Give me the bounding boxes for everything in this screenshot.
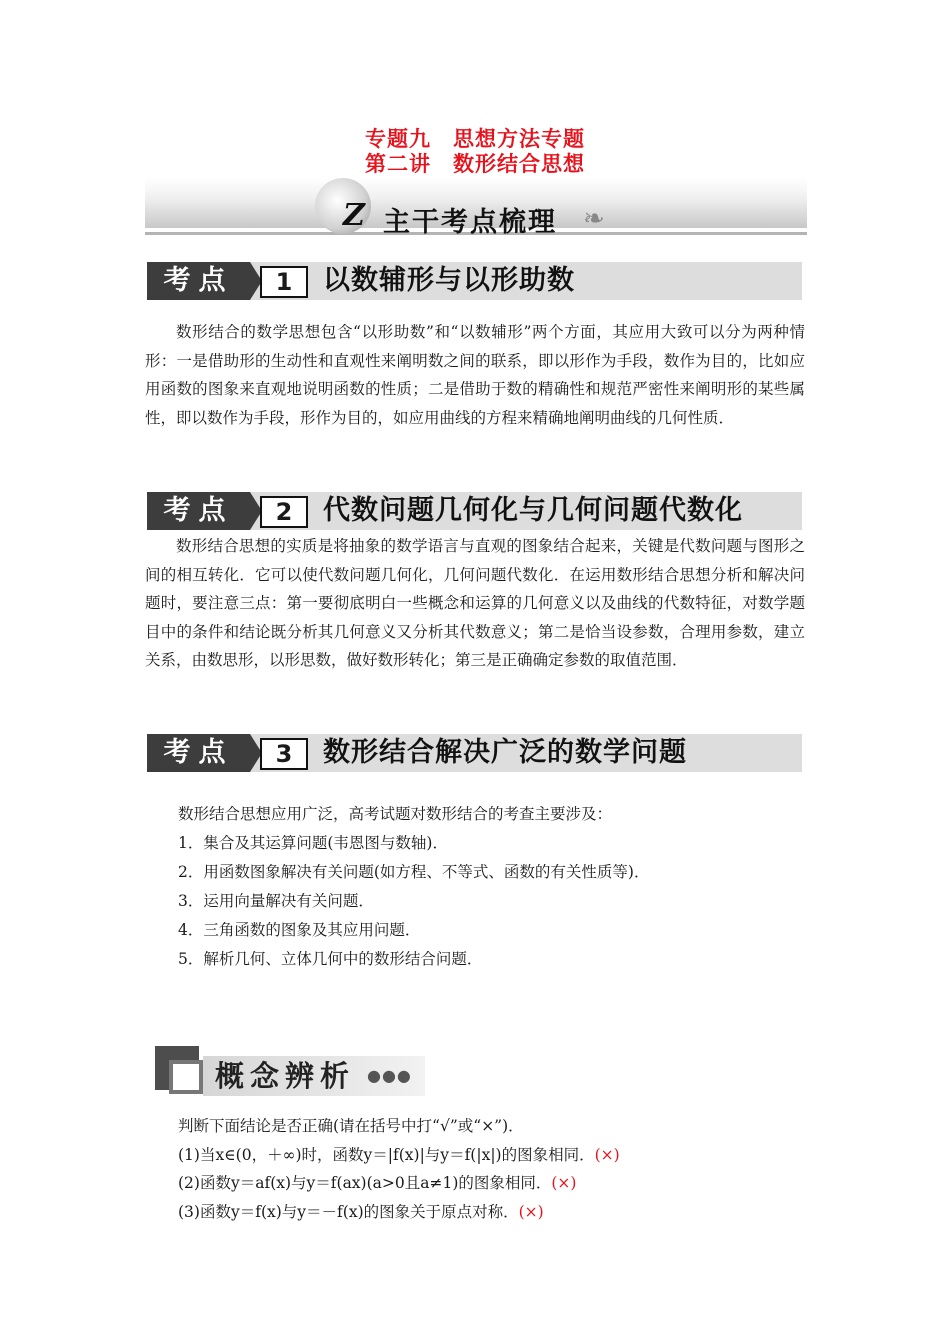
judge-answer: (×) <box>594 1145 620 1164</box>
section-tag: 考点 <box>147 492 250 530</box>
dots-icon: ●●● <box>367 1066 412 1085</box>
section-header-1 <box>147 262 802 300</box>
judge-item <box>178 1198 818 1227</box>
section-title: 数形结合解决广泛的数学问题 <box>323 737 687 768</box>
section-banner <box>145 170 807 240</box>
concept-title: 概念辨析 <box>215 1059 356 1093</box>
section-title: 代数问题几何化与几何问题代数化 <box>323 495 743 526</box>
section-tag: 考点 <box>147 262 250 300</box>
section-number: 2 <box>260 496 308 528</box>
concept-header <box>155 1046 425 1102</box>
section-title: 以数辅形与以形助数 <box>323 265 575 296</box>
page-title: 专题九 思想方法专题 <box>365 127 585 151</box>
section-header-3 <box>147 734 802 772</box>
page-subtitle: 第二讲 数形结合思想 <box>365 152 585 176</box>
list-item: 3．运用向量解决有关问题． <box>178 892 374 910</box>
list-intro: 数形结合思想应用广泛，高考试题对数形结合的考查主要涉及： <box>178 805 613 823</box>
section-number: 1 <box>260 266 308 298</box>
list-item: 1．集合及其运算问题(韦恩图与数轴)． <box>178 834 448 852</box>
judgement-list <box>178 1112 818 1226</box>
list-item: 2．用函数图象解决有关问题(如方程、不等式、函数的有关性质等)． <box>178 863 650 881</box>
list-item: 5．解析几何、立体几何中的数形结合问题． <box>178 950 483 968</box>
square-outline-icon <box>169 1060 203 1094</box>
judge-item <box>178 1141 818 1170</box>
list-item: 4．三角函数的图象及其应用问题． <box>178 921 421 939</box>
paragraph-2: 数形结合思想的实质是将抽象的数学语言与直观的图象结合起来，关键是代数问题与图形之间的相互转化．它可以使代数问题几何化，几何问题代数化．在运用数形结合思想分析和解决问题时，要注意三点：第一要彻底明白一些概念和运算的几何意义以及曲线的代数特征，对数学题目中的条件和结论既分析其几何意义又分析其代数意义；第二是恰当设参数，合理用参数，建立关系，由数思形，以形思数，做好数形转化；第三是正确确定参数的取值范围． <box>145 537 805 669</box>
section-header-2 <box>147 492 802 530</box>
banner-title: 主干考点梳理 <box>383 207 557 238</box>
topic-list <box>178 800 798 974</box>
judge-text: (1)当x∈(0，＋∞)时，函数y＝|f(x)|与y＝f(|x|)的图象相同． <box>178 1145 595 1164</box>
section-tag: 考点 <box>147 734 250 772</box>
judge-item <box>178 1169 818 1198</box>
judge-answer: (×) <box>551 1174 577 1192</box>
judge-text: (3)函数y＝f(x)与y＝－f(x)的图象关于原点对称． <box>178 1202 519 1221</box>
swirl-icon: ❧ <box>583 204 605 234</box>
section-number: 3 <box>260 738 308 770</box>
judge-answer: (×) <box>518 1202 544 1221</box>
banner-letter: Z <box>343 198 365 233</box>
judge-intro: 判断下面结论是否正确(请在括号中打“√”或“×”)． <box>178 1117 524 1135</box>
paragraph-1: 数形结合的数学思想包含“以形助数”和“以数辅形”两个方面，其应用大致可以分为两种情形：一是借助形的生动性和直观性来阐明数之间的联系，即以形作为手段，数作为目的，比如应用函数的图象来直观地说明函数的性质；二是借助于数的精确性和规范严密性来阐明形的某些属性，即以数作为手段，形作为目的，如应用曲线的方程来精确地阐明曲线的几何性质． <box>145 323 805 427</box>
judge-text: (2)函数y＝af(x)与y＝f(ax)(a>0且a≠1)的图象相同． <box>178 1174 552 1192</box>
